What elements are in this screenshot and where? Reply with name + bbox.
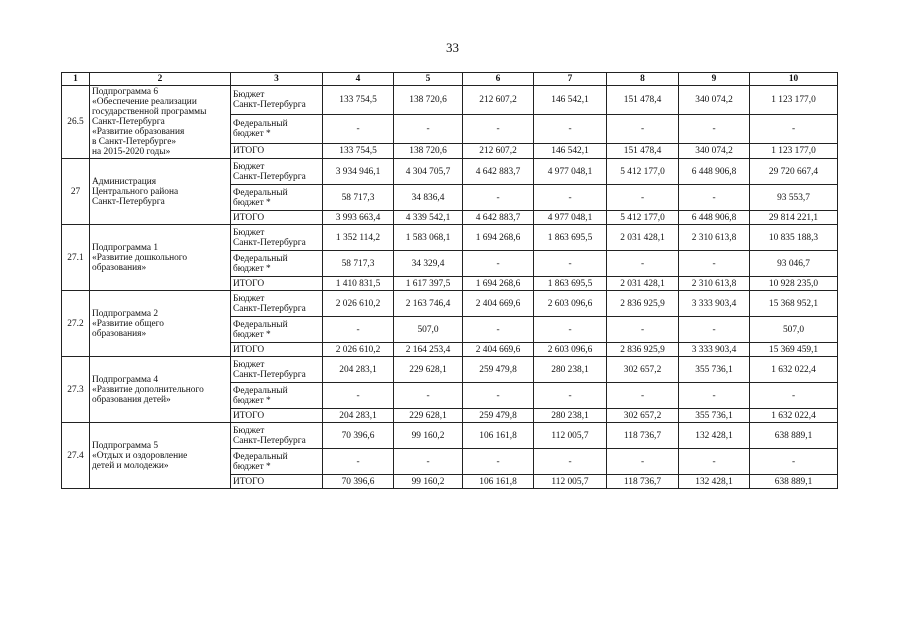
value-cell: - <box>534 317 607 343</box>
value-cell: - <box>534 185 607 211</box>
item-number-cell: 27.3 <box>62 357 90 423</box>
value-cell: - <box>463 185 534 211</box>
value-cell: - <box>679 383 750 409</box>
table-row <box>62 291 838 317</box>
value-cell: 99 160,2 <box>394 475 463 489</box>
value-cell: 3 333 903,4 <box>679 343 750 357</box>
value-cell: 1 863 695,5 <box>534 277 607 291</box>
value-cell: 1 617 397,5 <box>394 277 463 291</box>
header-cell: 3 <box>231 73 323 86</box>
budget-table <box>61 72 838 489</box>
value-cell: 15 369 459,1 <box>750 343 838 357</box>
funding-source-cell: Федеральный бюджет * <box>231 383 323 409</box>
value-cell: 355 736,1 <box>679 357 750 383</box>
item-number-cell: 27 <box>62 159 90 225</box>
header-row <box>62 73 838 86</box>
header-cell: 8 <box>607 73 679 86</box>
value-cell: 2 031 428,1 <box>607 277 679 291</box>
table-body <box>62 86 838 489</box>
value-cell: 29 720 667,4 <box>750 159 838 185</box>
value-cell: 118 736,7 <box>607 475 679 489</box>
program-name-cell: Подпрограмма 2 «Развитие общего образования» <box>90 291 231 357</box>
value-cell: 2 603 096,6 <box>534 291 607 317</box>
value-cell: 3 993 663,4 <box>323 211 394 225</box>
value-cell: - <box>394 383 463 409</box>
funding-source-cell: Федеральный бюджет * <box>231 449 323 475</box>
value-cell: 1 694 268,6 <box>463 277 534 291</box>
value-cell: 4 642 883,7 <box>463 211 534 225</box>
value-cell: 302 657,2 <box>607 409 679 423</box>
value-cell: 29 814 221,1 <box>750 211 838 225</box>
funding-source-cell: Бюджет Санкт-Петербурга <box>231 225 323 251</box>
value-cell: 118 736,7 <box>607 423 679 449</box>
value-cell: 340 074,2 <box>679 86 750 115</box>
value-cell: 58 717,3 <box>323 185 394 211</box>
value-cell: - <box>679 449 750 475</box>
header-cell: 9 <box>679 73 750 86</box>
value-cell: 34 836,4 <box>394 185 463 211</box>
value-cell: 212 607,2 <box>463 86 534 115</box>
value-cell: 132 428,1 <box>679 423 750 449</box>
value-cell: 106 161,8 <box>463 423 534 449</box>
program-name-cell: Подпрограмма 5 «Отдых и оздоровление детей и молодежи» <box>90 423 231 489</box>
program-name-cell: Подпрограмма 6 «Обеспечение реализации государственной программы Санкт-Петербурга «Развитие образования в Санкт-Петербурге» на 2015-2020 годы» <box>90 86 231 159</box>
program-name-cell: Подпрограмма 4 «Развитие дополнительного образования детей» <box>90 357 231 423</box>
value-cell: - <box>534 251 607 277</box>
value-cell: 340 074,2 <box>679 143 750 159</box>
value-cell: 1 694 268,6 <box>463 225 534 251</box>
value-cell: 58 717,3 <box>323 251 394 277</box>
value-cell: 259 479,8 <box>463 409 534 423</box>
value-cell: 10 835 188,3 <box>750 225 838 251</box>
header-cell: 4 <box>323 73 394 86</box>
table-row <box>62 86 838 115</box>
value-cell: 280 238,1 <box>534 409 607 423</box>
funding-source-cell: ИТОГО <box>231 475 323 489</box>
value-cell: 2 310 613,8 <box>679 225 750 251</box>
funding-source-cell: Федеральный бюджет * <box>231 114 323 143</box>
table-row <box>62 423 838 449</box>
table-row <box>62 159 838 185</box>
value-cell: 133 754,5 <box>323 143 394 159</box>
table-row <box>62 357 838 383</box>
value-cell: 138 720,6 <box>394 143 463 159</box>
value-cell: 99 160,2 <box>394 423 463 449</box>
value-cell: - <box>463 317 534 343</box>
value-cell: 6 448 906,8 <box>679 211 750 225</box>
value-cell: 34 329,4 <box>394 251 463 277</box>
value-cell: - <box>463 449 534 475</box>
value-cell: - <box>323 449 394 475</box>
value-cell: 1 352 114,2 <box>323 225 394 251</box>
value-cell: - <box>463 383 534 409</box>
value-cell: 146 542,1 <box>534 143 607 159</box>
value-cell: 1 123 177,0 <box>750 86 838 115</box>
value-cell: - <box>607 251 679 277</box>
value-cell: - <box>750 383 838 409</box>
value-cell: 93 553,7 <box>750 185 838 211</box>
header-cell: 5 <box>394 73 463 86</box>
value-cell: - <box>750 114 838 143</box>
value-cell: 4 977 048,1 <box>534 211 607 225</box>
value-cell: - <box>323 383 394 409</box>
value-cell: 2 026 610,2 <box>323 291 394 317</box>
funding-source-cell: Федеральный бюджет * <box>231 251 323 277</box>
value-cell: - <box>323 317 394 343</box>
value-cell: 1 632 022,4 <box>750 409 838 423</box>
value-cell: 6 448 906,8 <box>679 159 750 185</box>
funding-source-cell: Бюджет Санкт-Петербурга <box>231 357 323 383</box>
value-cell: - <box>463 114 534 143</box>
item-number-cell: 27.1 <box>62 225 90 291</box>
value-cell: - <box>607 317 679 343</box>
value-cell: 5 412 177,0 <box>607 211 679 225</box>
value-cell: 70 396,6 <box>323 475 394 489</box>
value-cell: - <box>750 449 838 475</box>
value-cell: - <box>607 449 679 475</box>
funding-source-cell: Федеральный бюджет * <box>231 185 323 211</box>
funding-source-cell: ИТОГО <box>231 343 323 357</box>
funding-source-cell: Бюджет Санкт-Петербурга <box>231 86 323 115</box>
value-cell: 2 404 669,6 <box>463 291 534 317</box>
funding-source-cell: ИТОГО <box>231 277 323 291</box>
value-cell: 2 836 925,9 <box>607 343 679 357</box>
value-cell: 638 889,1 <box>750 475 838 489</box>
value-cell: 5 412 177,0 <box>607 159 679 185</box>
program-name-cell: Подпрограмма 1 «Развитие дошкольного образования» <box>90 225 231 291</box>
value-cell: - <box>607 114 679 143</box>
value-cell: 151 478,4 <box>607 143 679 159</box>
program-name-cell: Администрация Центрального района Санкт-Петербурга <box>90 159 231 225</box>
value-cell: - <box>534 383 607 409</box>
funding-source-cell: ИТОГО <box>231 409 323 423</box>
value-cell: 2 031 428,1 <box>607 225 679 251</box>
value-cell: 280 238,1 <box>534 357 607 383</box>
value-cell: 1 583 068,1 <box>394 225 463 251</box>
value-cell: - <box>679 251 750 277</box>
item-number-cell: 26.5 <box>62 86 90 159</box>
value-cell: 1 123 177,0 <box>750 143 838 159</box>
value-cell: 2 836 925,9 <box>607 291 679 317</box>
value-cell: 507,0 <box>394 317 463 343</box>
table-row <box>62 225 838 251</box>
value-cell: - <box>534 114 607 143</box>
header-cell: 2 <box>90 73 231 86</box>
value-cell: 151 478,4 <box>607 86 679 115</box>
value-cell: 1 632 022,4 <box>750 357 838 383</box>
value-cell: 3 333 903,4 <box>679 291 750 317</box>
funding-source-cell: Бюджет Санкт-Петербурга <box>231 291 323 317</box>
header-cell: 1 <box>62 73 90 86</box>
value-cell: 112 005,7 <box>534 423 607 449</box>
value-cell: - <box>534 449 607 475</box>
page-number: 33 <box>446 40 459 55</box>
value-cell: 4 642 883,7 <box>463 159 534 185</box>
value-cell: - <box>679 114 750 143</box>
header-cell: 6 <box>463 73 534 86</box>
value-cell: 112 005,7 <box>534 475 607 489</box>
funding-source-cell: Бюджет Санкт-Петербурга <box>231 423 323 449</box>
value-cell: 507,0 <box>750 317 838 343</box>
value-cell: 3 934 946,1 <box>323 159 394 185</box>
header-cell: 7 <box>534 73 607 86</box>
value-cell: 212 607,2 <box>463 143 534 159</box>
funding-source-cell: ИТОГО <box>231 143 323 159</box>
value-cell: 146 542,1 <box>534 86 607 115</box>
header-cell: 10 <box>750 73 838 86</box>
value-cell: - <box>679 185 750 211</box>
value-cell: - <box>394 114 463 143</box>
value-cell: 355 736,1 <box>679 409 750 423</box>
value-cell: 133 754,5 <box>323 86 394 115</box>
item-number-cell: 27.2 <box>62 291 90 357</box>
value-cell: 302 657,2 <box>607 357 679 383</box>
value-cell: 2 404 669,6 <box>463 343 534 357</box>
item-number-cell: 27.4 <box>62 423 90 489</box>
value-cell: - <box>394 449 463 475</box>
value-cell: 2 026 610,2 <box>323 343 394 357</box>
value-cell: - <box>323 114 394 143</box>
value-cell: 4 977 048,1 <box>534 159 607 185</box>
value-cell: - <box>607 185 679 211</box>
value-cell: 229 628,1 <box>394 409 463 423</box>
value-cell: 93 046,7 <box>750 251 838 277</box>
funding-source-cell: Бюджет Санкт-Петербурга <box>231 159 323 185</box>
value-cell: 4 339 542,1 <box>394 211 463 225</box>
value-cell: 15 368 952,1 <box>750 291 838 317</box>
value-cell: - <box>679 317 750 343</box>
value-cell: 10 928 235,0 <box>750 277 838 291</box>
value-cell: 2 163 746,4 <box>394 291 463 317</box>
value-cell: 259 479,8 <box>463 357 534 383</box>
value-cell: 1 410 831,5 <box>323 277 394 291</box>
value-cell: 4 304 705,7 <box>394 159 463 185</box>
value-cell: 2 310 613,8 <box>679 277 750 291</box>
funding-source-cell: Федеральный бюджет * <box>231 317 323 343</box>
value-cell: 132 428,1 <box>679 475 750 489</box>
value-cell: 2 164 253,4 <box>394 343 463 357</box>
value-cell: - <box>463 251 534 277</box>
value-cell: 2 603 096,6 <box>534 343 607 357</box>
value-cell: 638 889,1 <box>750 423 838 449</box>
value-cell: 204 283,1 <box>323 357 394 383</box>
funding-source-cell: ИТОГО <box>231 211 323 225</box>
value-cell: 1 863 695,5 <box>534 225 607 251</box>
value-cell: 106 161,8 <box>463 475 534 489</box>
value-cell: - <box>607 383 679 409</box>
value-cell: 138 720,6 <box>394 86 463 115</box>
value-cell: 204 283,1 <box>323 409 394 423</box>
value-cell: 70 396,6 <box>323 423 394 449</box>
value-cell: 229 628,1 <box>394 357 463 383</box>
